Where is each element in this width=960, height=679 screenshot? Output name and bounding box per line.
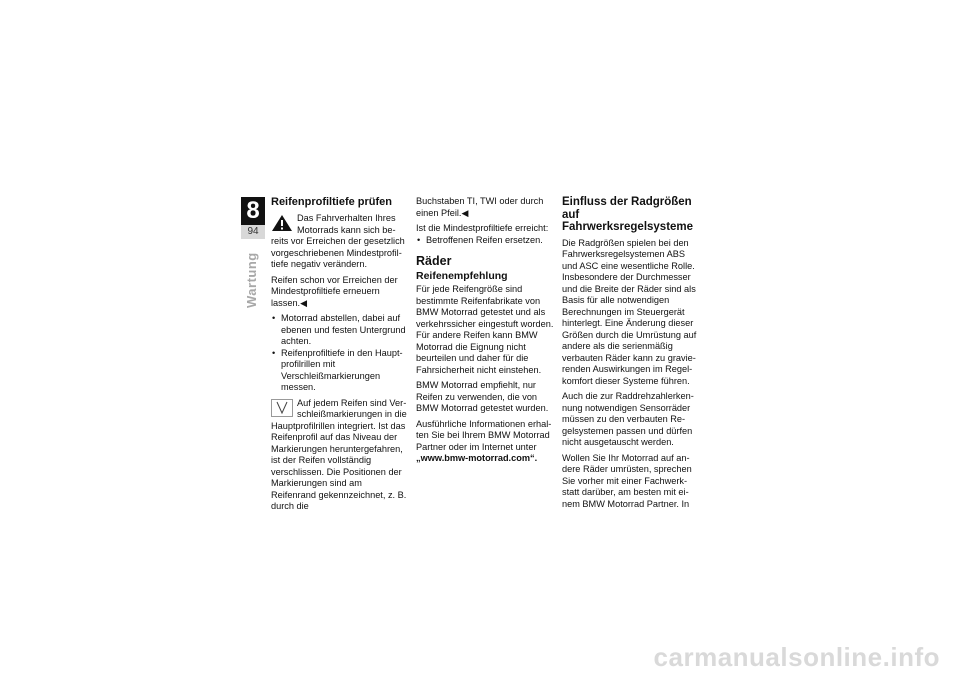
section-heading-tread-depth: Reifenprofiltiefe prüfen <box>271 196 393 208</box>
chapter-number: 8 <box>241 197 265 225</box>
column-1 <box>271 196 409 517</box>
step-list <box>271 313 409 394</box>
column-3 <box>562 196 700 514</box>
action-list <box>416 235 554 247</box>
list-item: • Betroffenen Reifen ersetzen. <box>417 234 543 245</box>
list-item: • Reifenprofiltiefe in den Hauptprofilrillen mit Verschleißmarkierungen messen. <box>272 347 403 392</box>
note-triangle-icon <box>271 399 293 417</box>
paragraph: Ausführliche Informationen erhalten Sie bei Ihrem BMW Motorrad Partner oder im Internet unter <box>416 418 552 452</box>
list-item: • Motorrad abstellen, dabei auf ebenen und festen Untergrund achten. <box>272 313 406 346</box>
paragraph: BMW Motorrad empfiehlt, nur Reifen zu verwenden, die von BMW Motorrad getestet wurden. <box>416 380 549 413</box>
paragraph: Auch die zur Raddrehzahlerkennung notwendigen Sensorräder müssen zu den verbauten Regelsystemen passen und dürfen nicht ausgetauscht werden. <box>562 391 694 447</box>
column-2 <box>416 196 554 469</box>
section-title-wheels: Räder <box>416 254 452 268</box>
warning-text-2: Reifen schon vor Erreichen der Mindestprofiltiefe erneuern lassen.◀ <box>271 274 398 308</box>
watermark: carmanualsonline.info <box>653 642 940 672</box>
paragraph: Für jede Reifengröße sind bestimmte Reifenfabrikate von BMW Motorrad getestet und als verkehrssicher eingestuft worden. Für andere Reifen kann BMW Motorrad die Eignung nicht beurteilen und daher für die Fahrsicherheit nicht einstehen. <box>416 284 554 375</box>
paragraph: Die Radgrößen spielen bei den Fahrwerksregelsystemen ABS und ASC eine wesentliche Rolle. Insbesondere der Durchmesser und die Breite der Räder sind als Basis für alle notwendigen Berechnungen im Steuergerät hinterlegt. Eine Änderung dieser Größen durch die Umrüstung auf andere als die serienmäßig verbauten Räder kann zu gravierenden Auswirkungen im Regelkomfort dieser Systeme führen. <box>562 237 697 386</box>
sub-heading-tyre-recommendation: Reifenempfehlung <box>416 270 508 282</box>
note-text: Auf jedem Reifen sind Verschleißmarkierungen in die Hauptprofilrillen integriert. Ist das Reifenprofil auf das Niveau der Markierungen heruntergefahren, ist der Reifen vollständig verschlissen. Die Positionen der Markierungen sind am Reifenrand gekennzeichnet, z. B. durch die <box>271 397 407 511</box>
warning-triangle-icon <box>271 214 293 232</box>
paragraph: Wollen Sie Ihr Motorrad auf andere Räder umrüsten, sprechen Sie vorher mit einer Fachwerkstatt darüber, am besten mit einem BMW Motorrad Partner. In <box>562 452 692 509</box>
page-number: 94 <box>241 225 265 239</box>
continued-text: Buchstaben TI, TWI oder durch einen Pfeil.◀ <box>416 196 544 218</box>
warning-text: Das Fahrverhalten Ihres Motorrads kann sich bereits vor Erreichen der gesetzlich vorgeschriebenen Mindestprofiltiefe negativ verändern. <box>271 213 405 269</box>
warning-block <box>271 213 409 309</box>
chapter-label: Wartung <box>244 252 259 308</box>
note-block <box>271 398 409 513</box>
min-depth-text: Ist die Mindestprofiltiefe erreicht: <box>416 223 549 233</box>
website-link[interactable]: „www.bmw-motorrad.com“. <box>416 453 538 463</box>
section-heading-wheel-size: Einfluss der Radgrößen auf Fahrwerksregelsysteme <box>562 196 694 233</box>
